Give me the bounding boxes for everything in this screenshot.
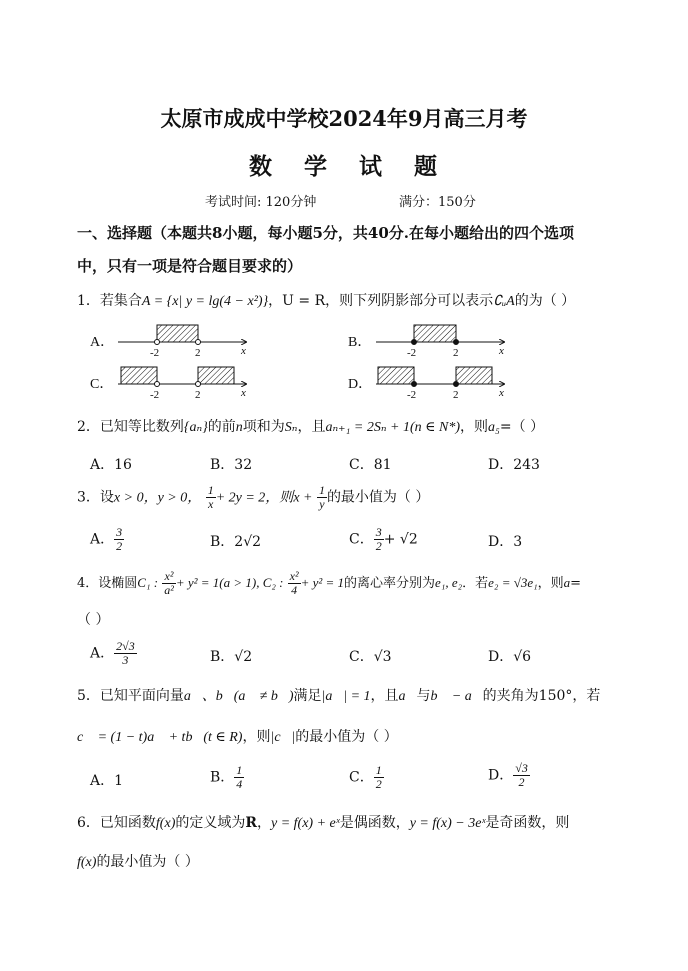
q5-text: 5．已知平面向量: [77, 688, 184, 704]
q1-a-tick-2: 2: [195, 347, 201, 359]
q1-c-axis: x: [241, 387, 246, 399]
frac-den: 4: [236, 777, 243, 791]
q1-option-c-diagram: [118, 367, 246, 400]
q1-set-a: A = {x| y = lg(4 − x²)}: [141, 294, 269, 309]
q2-a5: a₅: [488, 420, 500, 435]
question-6-line1: [77, 812, 569, 832]
q2-sn: Sₙ: [284, 420, 298, 435]
q1-d-tick-neg2: -2: [407, 389, 417, 400]
q5-d-frac: [513, 762, 530, 789]
frac-num: 2√3: [116, 639, 135, 653]
q1-option-b-diagram: [376, 325, 504, 359]
q1-suffix: 的为（ ）: [514, 293, 576, 309]
frac-den: a²: [164, 583, 174, 597]
subject-char: 题: [414, 153, 439, 180]
q2-text: ，且: [297, 419, 326, 435]
q4-c1: C₁ :: [137, 575, 159, 590]
q2-text: 2．已知等比数列: [77, 419, 184, 435]
q1-option-d-diagram: [376, 367, 504, 400]
frac-den: 4: [291, 583, 298, 597]
q2-option-a: A．16: [90, 457, 132, 473]
q1-d-axis: x: [499, 387, 504, 399]
q2-rel: aₙ₊₁ = 2Sₙ + 1(n ∈ N*): [325, 420, 461, 435]
q3-frac-1y: [317, 484, 327, 511]
q6-odd: y = f(x) − 3eˣ: [409, 816, 486, 831]
frac-num: x²: [289, 569, 299, 583]
q4-option-d: D．√6: [488, 649, 532, 665]
q1-option-a-label: A．: [90, 335, 115, 350]
frac-den: x: [208, 497, 214, 511]
q5-b-frac: [234, 764, 244, 791]
frac-den: 2: [518, 775, 525, 789]
q1-mid: ，U = R，则下列阴影部分可以表示: [268, 293, 494, 309]
frac-num: 1: [236, 763, 243, 777]
frac-num: 1: [207, 483, 214, 497]
frac-num: √3: [515, 761, 528, 775]
frac-num: 1: [318, 483, 325, 497]
q3-frac-1x: [206, 484, 216, 511]
q3-c-tail: + √2: [383, 531, 418, 548]
q4-c2-tail: + y² = 1: [300, 575, 345, 590]
q1-option-c-label: C．: [90, 377, 114, 392]
option-label: B．: [210, 769, 235, 786]
q2-n: n: [235, 420, 243, 435]
q4-text: ．若: [462, 576, 489, 591]
q5-text: ，则: [242, 729, 271, 745]
q5-text: 与: [416, 688, 431, 704]
q3-a-frac: [114, 526, 124, 553]
q2-seq: {aₙ}: [183, 420, 208, 435]
q5-option-a: A．1: [90, 773, 124, 789]
q1-complement: ∁ᵤA: [493, 294, 515, 309]
q3-cond2: + 2y = 2，则: [215, 490, 294, 506]
q4-a-frac: [114, 640, 137, 667]
q1-option-d-label: D．: [348, 377, 373, 392]
question-4: [77, 570, 581, 597]
q3-text: 3．设: [77, 489, 114, 506]
q3-expr: x +: [293, 490, 313, 506]
question-3: [77, 484, 429, 511]
q5-c-frac: [374, 764, 384, 791]
section-heading-line2: 中，只有一项是符合题目要求的）: [77, 257, 303, 275]
q5-option-c: [349, 764, 384, 791]
q5-text: 满足: [293, 688, 322, 704]
q3-cond: x > 0，y > 0，: [113, 490, 202, 506]
frac-num: 3: [116, 525, 123, 539]
q4-es: e₁, e₂: [435, 575, 463, 590]
q4-c1-tail: + y² = 1(a > 1), C₂ :: [175, 575, 284, 590]
q3-text: 的最小值为（ ）: [326, 489, 430, 506]
frac-den: 2: [375, 777, 382, 791]
q1-a-axis: x: [241, 345, 246, 357]
option-label: A．: [90, 645, 115, 662]
q1-diagrams: [0, 0, 688, 400]
q1-prefix: 1．若集合: [77, 293, 142, 309]
q3-option-a: [90, 526, 124, 553]
q5-vec: a⃗、b⃗(a⃗ ≠ b⃗): [183, 689, 294, 704]
q6-even: y = f(x) + eˣ: [271, 816, 340, 831]
q1-b-axis: x: [499, 345, 504, 357]
q4-text: ，则: [537, 576, 564, 591]
q1-c-tick-neg2: -2: [150, 389, 160, 400]
q5-option-d: [488, 762, 530, 789]
q3-option-d: D．3: [488, 534, 523, 550]
q2-text: 的前: [207, 419, 236, 435]
q6-text: 6．已知函数: [77, 815, 156, 831]
q4-text: 的离心率分别为: [344, 576, 436, 591]
q3-option-c: [349, 526, 418, 553]
q4-text: =: [570, 576, 582, 591]
q5-option-b: [210, 764, 244, 791]
q1-b-tick-neg2: -2: [407, 347, 417, 359]
q1-option-b-label: B．: [348, 335, 372, 350]
option-label: A．: [90, 531, 115, 548]
q6-r: R: [245, 815, 257, 831]
frac-num: 1: [375, 763, 382, 777]
question-5-line2: [77, 726, 398, 746]
q6-text: 的定义域为: [175, 815, 246, 831]
q1-c-tick-2: 2: [195, 389, 201, 400]
q4-text: 4．设椭圆: [77, 576, 138, 591]
q5-mag: |a⃗| = 1: [321, 689, 371, 704]
q4-option-a: [90, 640, 137, 667]
q5-text: 的夹角为150°，若: [482, 688, 601, 704]
q6-text: 是奇函数，则: [485, 815, 570, 831]
q2-text: 项和为: [242, 419, 285, 435]
subject-char: 学: [304, 153, 329, 180]
q1-d-tick-2: 2: [453, 389, 459, 400]
q6-fx: f(x): [155, 816, 176, 831]
subject-char: 数: [249, 153, 274, 180]
q4-blank: （ ）: [77, 612, 110, 628]
q3-c-frac: [374, 526, 384, 553]
q5-c-mag: |c⃗|: [270, 730, 296, 745]
q4-c1-frac: [162, 570, 176, 597]
q5-va: a⃗: [398, 689, 417, 704]
option-label: C．: [349, 769, 374, 786]
q5-text: ，且: [370, 688, 399, 704]
section-heading-line1: 一、选择题（本题共8小题，每小题5分，共40分.在每小题给出的四个选项: [77, 224, 574, 242]
q2-option-d: D．243: [488, 457, 540, 473]
q4-rel: e₂ = √3e₁: [488, 575, 538, 590]
q6-text: 是偶函数，: [339, 815, 410, 831]
q2-text: ，则: [460, 419, 489, 435]
q1-b-tick-2: 2: [453, 347, 459, 359]
subject-char: 试: [359, 153, 384, 180]
q5-bma: b⃗ − a⃗: [430, 689, 483, 704]
q6-text: ，: [257, 815, 271, 831]
q1-option-a-diagram: [118, 325, 246, 359]
frac-num: 3: [375, 525, 382, 539]
q2-option-b: B．32: [210, 457, 253, 473]
question-5-line1: [77, 685, 600, 705]
frac-den: y: [319, 497, 325, 511]
q1-a-tick-neg2: -2: [150, 347, 160, 359]
question-2: [77, 416, 544, 436]
q4-c2-frac: [288, 570, 301, 597]
page-title: 太原市成成中学校2024年9月高三月考: [160, 106, 528, 131]
q4-option-c: C．√3: [349, 649, 392, 665]
q5-text: 的最小值为（ ）: [295, 729, 398, 745]
exam-score: 满分：150分: [399, 195, 476, 210]
q2-text: =（ ）: [499, 419, 545, 435]
frac-den: 2: [375, 539, 382, 553]
q4-a: a: [563, 575, 571, 590]
option-label: C．: [349, 531, 374, 548]
q3-option-b: B．2√2: [210, 534, 262, 550]
exam-time: 考试时间: 120分钟: [205, 195, 317, 210]
q2-option-c: C．81: [349, 457, 392, 473]
question-6-line2: [77, 851, 199, 871]
frac-den: 3: [122, 653, 129, 667]
frac-den: 2: [116, 539, 123, 553]
q5-c-def: c⃗ = (1 − t)a⃗ + tb⃗(t ∈ R): [77, 730, 243, 745]
q6-text: 的最小值为（ ）: [96, 854, 199, 870]
frac-num: x²: [162, 570, 176, 584]
option-label: D．: [488, 767, 514, 784]
q6-fx: f(x): [77, 855, 97, 870]
q4-option-b: B．√2: [210, 649, 253, 665]
